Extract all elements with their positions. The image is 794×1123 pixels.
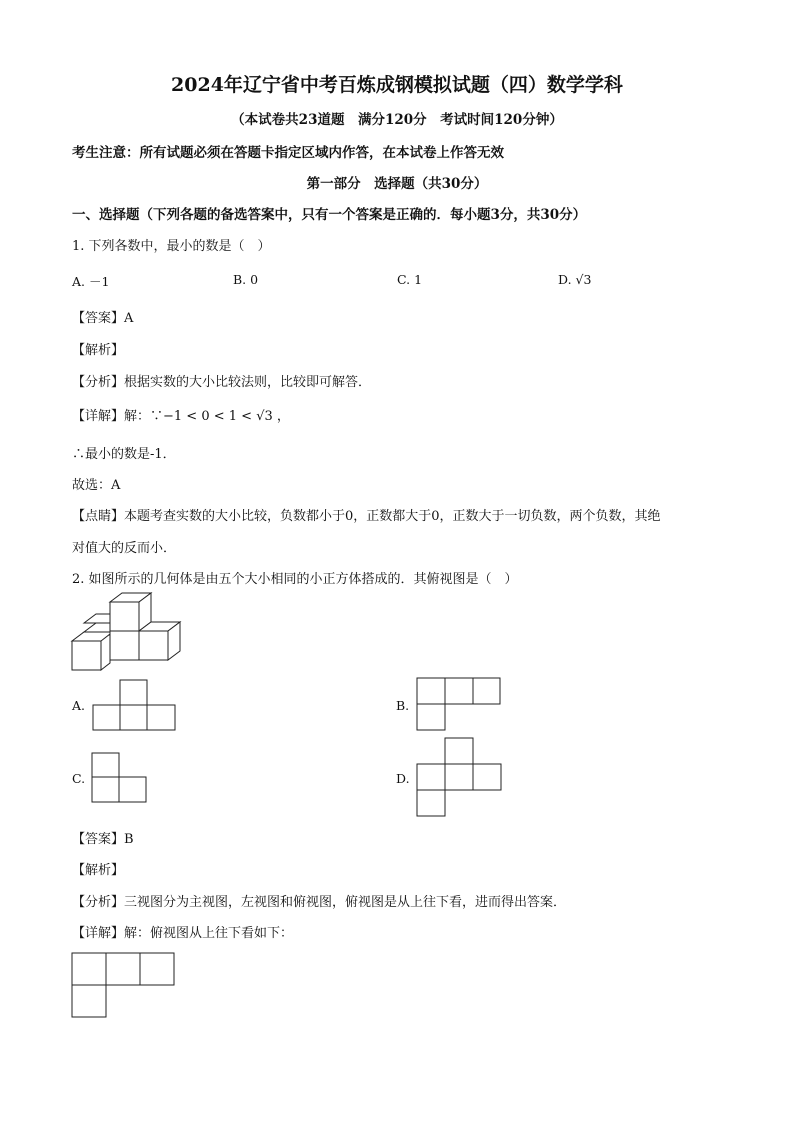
grid-cell (119, 777, 146, 802)
q1-choice: 故选：A (72, 478, 121, 493)
grid-cell (72, 985, 106, 1017)
exam-info: （本试卷共23道题 满分120分 考试时间120分钟） (231, 112, 563, 128)
grid-cell (106, 953, 140, 985)
answer-tag: 【答案】 (72, 832, 125, 847)
detail-tag: 【详解】 (72, 409, 125, 424)
comment-tag: 【点睛】 (72, 509, 125, 524)
grid-cell (120, 680, 147, 705)
q2-detail (72, 922, 293, 941)
grid-cell (72, 953, 106, 985)
answer-value: B (124, 832, 134, 847)
q2-option-a-figure (92, 679, 178, 733)
grid-cell (473, 678, 500, 704)
grid-cell (445, 764, 473, 790)
q1-option-b: B. 0 (233, 272, 259, 287)
q1-analysis-tag: 【解析】 (72, 343, 125, 358)
q2-analysis-tag: 【解析】 (72, 863, 125, 878)
grid-cell (417, 764, 445, 790)
grid-cell (473, 764, 501, 790)
grid-cell (92, 753, 119, 777)
page-title: 2024年辽宁省中考百炼成钢模拟试题（四）数学学科 (171, 74, 623, 96)
right-cube-front-face (139, 631, 168, 660)
q1-answer (72, 307, 133, 326)
grid-cell (147, 705, 175, 730)
comment-text: 本题考查实数的大小比较，负数都小于0，正数都大于0，正数大于一切负数，两个负数，其绝 (124, 509, 661, 524)
q2-option-b-figure (416, 677, 502, 733)
part-heading: 第一部分 选择题（共30分） (306, 176, 488, 192)
grid-cell (120, 705, 147, 730)
q1-fenxi (72, 371, 371, 390)
q2-option-d-label: D. (396, 771, 410, 786)
top-view-figure (71, 952, 177, 1020)
q1-option-c: C. 1 (397, 272, 423, 287)
middle-cube-front-face (110, 631, 139, 660)
back-cube-top-face (84, 614, 110, 623)
grid-cell (417, 704, 445, 730)
top-cube-front-face (110, 602, 139, 631)
section-heading: 一、选择题（下列各题的备选答案中，只有一个答案是正确的．每小题3分，共30分） (72, 207, 587, 223)
fenxi-text: 根据实数的大小比较法则，比较即可解答． (124, 375, 372, 390)
fenxi-text: 三视图分为主视图，左视图和俯视图，俯视图是从上往下看，进而得出答案． (124, 895, 567, 910)
q1-conclusion: ∴最小的数是-1． (72, 447, 176, 462)
fenxi-tag: 【分析】 (72, 895, 125, 910)
left-cube-front-face (72, 641, 101, 670)
grid-cell (140, 953, 174, 985)
grid-cell (92, 777, 119, 802)
grid-cell (445, 678, 473, 704)
detail-text: 解：∵−1 < 0 < 1 < √3 ， (124, 409, 290, 424)
answer-tag: 【答案】 (72, 311, 125, 326)
question-2-stem: 2. 如图所示的几何体是由五个大小相同的小正方体搭成的．其俯视图是（ ） (72, 572, 518, 587)
q1-detail (72, 405, 290, 424)
q2-option-d-figure (416, 737, 504, 819)
q1-comment (72, 505, 661, 524)
grid-cell (417, 790, 445, 816)
question-1-stem: 1. 下列各数中，最小的数是（ ） (72, 239, 271, 254)
fenxi-tag: 【分析】 (72, 375, 125, 390)
exam-notice: 考生注意：所有试题必须在答题卡指定区域内作答，在本试卷上作答无效 (72, 145, 504, 161)
grid-cell (93, 705, 120, 730)
detail-tag: 【详解】 (72, 926, 125, 941)
q2-option-c-figure (91, 752, 149, 804)
q1-comment-cont: 对值大的反而小． (72, 541, 177, 556)
q1-option-a: A. －1 (72, 274, 110, 289)
q2-option-b-label: B. (396, 698, 410, 713)
left-back-top-face (84, 623, 110, 632)
detail-text: 解：俯视图从上往下看如下： (124, 926, 294, 941)
q2-option-a-label: A. (72, 698, 86, 713)
left-cube-side-face (101, 634, 110, 670)
answer-value: A (124, 311, 134, 326)
q2-option-c-label: C. (72, 771, 86, 786)
grid-cell (445, 738, 473, 764)
cube-figure (70, 590, 185, 672)
q2-answer (72, 828, 134, 847)
q1-option-d: D. √3 (558, 272, 592, 287)
q2-fenxi (72, 891, 566, 910)
grid-cell (417, 678, 445, 704)
